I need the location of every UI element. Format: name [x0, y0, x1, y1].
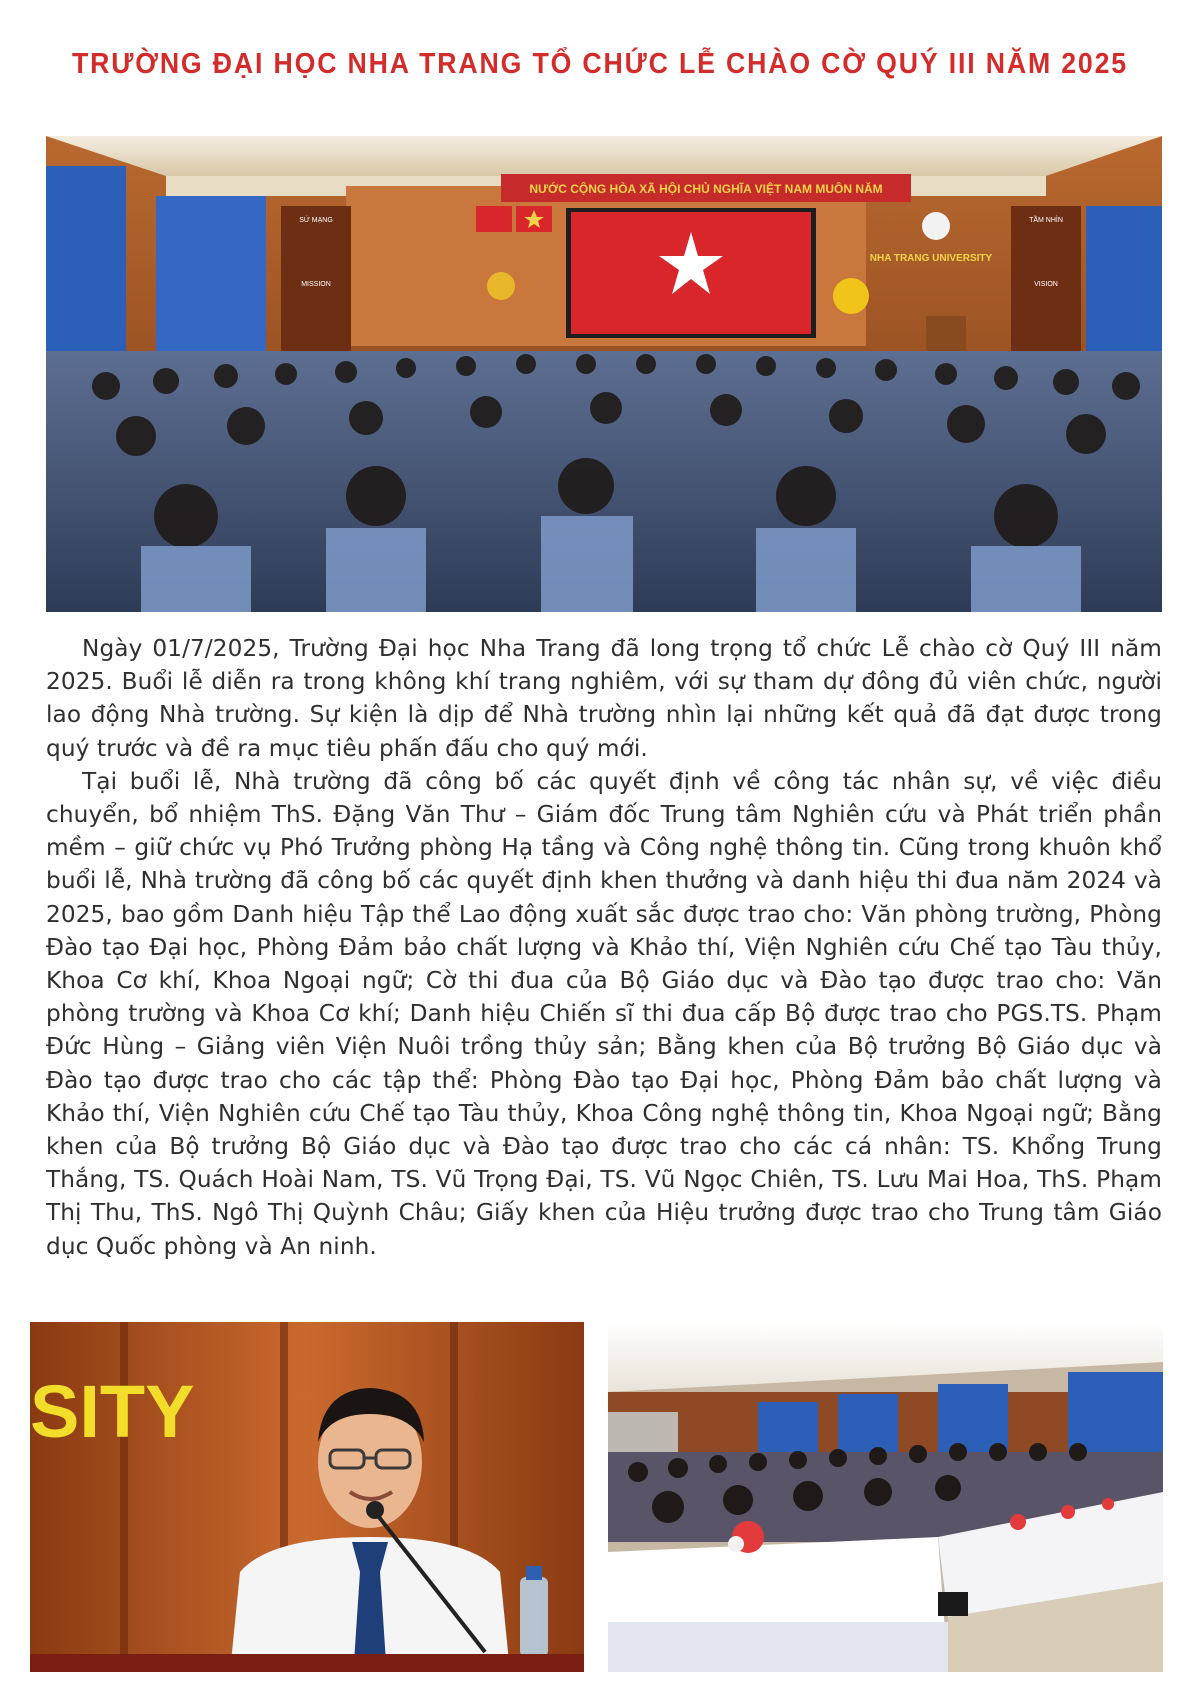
university-sign: NHA TRANG UNIVERSITY [869, 253, 993, 264]
speaker-illustration [30, 1322, 584, 1672]
guests-illustration [608, 1322, 1163, 1672]
vision-heading-vi: TẦM NHÌN [1029, 217, 1063, 224]
article-paragraph-1: Ngày 01/7/2025, Trường Đại học Nha Trang đã long trọng tổ chức Lễ chào cờ Quý III năm 2025. Buổi lễ diễn ra trong không khí trang nghiêm, với sự tham dự đông đủ viên chức, người lao động Nhà trường. Sự kiện là dịp để Nhà trường nhìn lại những kết quả đã đạt được trong quý trước và đề ra mục tiêu phấn đấu cho quý mới. [46, 635, 1162, 762]
ceremony-hall-illustration [46, 136, 1162, 612]
backdrop-text: SITY [30, 1370, 195, 1453]
mission-heading-en: MISSION [301, 281, 331, 288]
article-paragraph-2: Tại buổi lễ, Nhà trường đã công bố các quyết định về công tác nhân sự, về việc điều chuyển, bổ nhiệm ThS. Đặng Văn Thư – Giám đốc Trung tâm Nghiên cứu và Phát triển phần mềm – giữ chức vụ Phó Trưởng phòng Hạ tầng và Công nghệ thông tin. Cũng trong khuôn khổ buổi lễ, Nhà trường đã công bố các quyết định khen thưởng và danh hiệu thi đua năm 2024 và 2025, bao gồm Danh hiệu Tập thể Lao động xuất sắc được trao cho: Văn phòng trường, Phòng Đào tạo Đại học, Phòng Đảm bảo chất lượng và Khảo thí, Viện Nghiên cứu Chế tạo Tàu thủy, Khoa Cơ khí, Khoa Ngoại ngữ; Cờ thi đua của Bộ Giáo dục và Đào tạo được trao cho: Văn phòng trường và Khoa Cơ khí; Danh hiệu Chiến sĩ thi đua cấp Bộ được trao cho PGS.TS. Phạm Đức Hùng – Giảng viên Viện Nuôi trồng thủy sản; Bằng khen của Bộ trưởng Bộ Giáo dục và Đào tạo được trao cho các tập thể: Phòng Đào tạo Đại học, Phòng Đảm bảo chất lượng và Khảo thí, Viện Nghiên cứu Chế tạo Tàu thủy, Khoa Công nghệ thông tin, Khoa Ngoại ngữ; Bằng khen của Bộ trưởng Bộ Giáo dục và Đào tạo được trao cho các cá nhân: TS. Khổng Trung Thắng, TS. Quách Hoài Nam, TS. Vũ Trọng Đại, TS. Vũ Ngọc Chiên, TS. Lưu Mai Hoa, ThS. Phạm Thị Thu, ThS. Ngô Thị Quỳnh Châu; Giấy khen của Hiệu trưởng được trao cho Trung tâm Giáo dục Quốc phòng và An ninh. [46, 767, 1162, 1260]
ceremony-hall-photo [46, 136, 1162, 612]
ceremony-banner: NƯỚC CỘNG HÒA XÃ HỘI CHỦ NGHĨA VIỆT NAM MUÔN NĂM [529, 182, 883, 196]
article-title: TRƯỜNG ĐẠI HỌC NHA TRANG TỔ CHỨC LỄ CHÀO CỜ QUÝ III NĂM 2025 [72, 48, 1128, 80]
mission-heading-vi: SỨ MẠNG [299, 217, 333, 224]
guests-photo [608, 1322, 1163, 1672]
speaker-photo [30, 1322, 584, 1672]
vision-heading-en: VISION [1034, 281, 1058, 288]
article-body [46, 632, 1162, 1263]
